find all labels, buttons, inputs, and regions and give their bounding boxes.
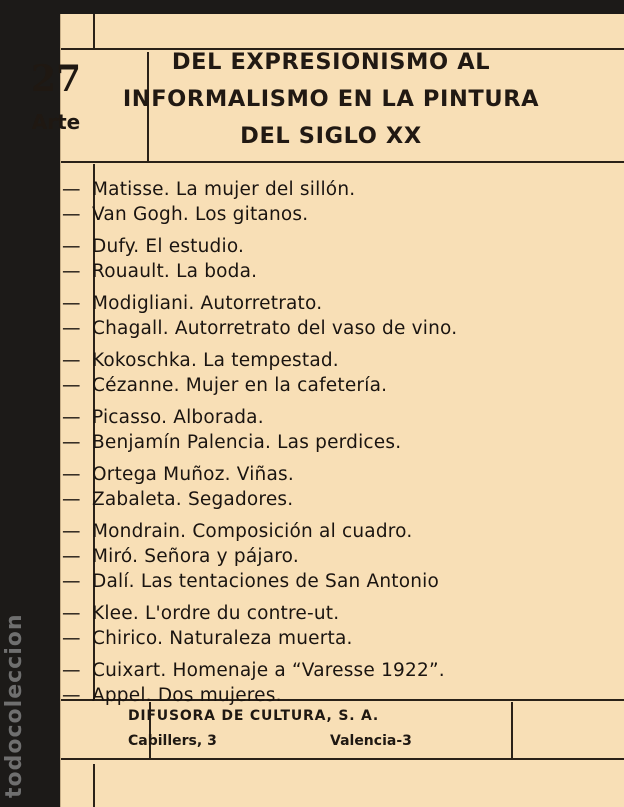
- dash-bullet: —: [62, 432, 81, 453]
- work-item: [62, 658, 582, 683]
- work-text: Zabaleta. Segadores.: [92, 489, 294, 510]
- work-text: Miró. Señora y pájaro.: [92, 546, 299, 567]
- work-text: Ortega Muñoz. Viñas.: [92, 464, 294, 485]
- works-group: [62, 519, 582, 594]
- work-item: [62, 626, 582, 651]
- dash-bullet: —: [62, 660, 81, 681]
- dash-bullet: —: [62, 521, 81, 542]
- work-text: Chirico. Naturaleza muerta.: [92, 628, 353, 649]
- work-item: [62, 348, 582, 373]
- dash-bullet: —: [62, 179, 81, 200]
- title-line: DEL EXPRESIONISMO AL: [171, 49, 491, 75]
- work-item: [62, 373, 582, 398]
- works-group: [62, 658, 582, 708]
- work-item: [62, 462, 582, 487]
- dash-bullet: —: [62, 628, 81, 649]
- work-text: Cuixart. Homenaje a “Varesse 1922”.: [92, 660, 445, 681]
- work-text: Cézanne. Mujer en la cafetería.: [92, 375, 388, 396]
- work-text: Kokoschka. La tempestad.: [92, 350, 339, 371]
- works-group: [62, 177, 582, 227]
- dash-bullet: —: [62, 571, 81, 592]
- work-item: [62, 291, 582, 316]
- works-group: [62, 405, 582, 455]
- works-list: [62, 177, 582, 715]
- work-text: Modigliani. Autorretrato.: [92, 293, 323, 314]
- works-group: [62, 462, 582, 512]
- work-item: [62, 202, 582, 227]
- publisher-name: DIFUSORA DE CULTURA, S. A.: [128, 708, 380, 724]
- work-text: Dufy. El estudio.: [92, 236, 245, 257]
- dash-bullet: —: [62, 685, 81, 706]
- title-line: DEL SIGLO XX: [240, 123, 422, 149]
- work-item: [62, 430, 582, 455]
- card-category: Arte: [31, 110, 81, 134]
- work-item: [62, 683, 582, 708]
- footer-bottom-rule: [61, 758, 624, 760]
- dash-bullet: —: [62, 261, 81, 282]
- header-bottom-rule: [61, 161, 624, 163]
- work-item: [62, 601, 582, 626]
- work-text: Appel. Dos mujeres.: [92, 685, 282, 706]
- top-tick: [93, 14, 95, 48]
- watermark-text: todocoleccion: [2, 613, 27, 798]
- work-text: Picasso. Alborada.: [92, 407, 264, 428]
- dash-bullet: —: [62, 236, 81, 257]
- dash-bullet: —: [62, 350, 81, 371]
- work-item: [62, 234, 582, 259]
- work-text: Van Gogh. Los gitanos.: [92, 204, 309, 225]
- bottom-tick: [93, 764, 95, 807]
- work-text: Chagall. Autorretrato del vaso de vino.: [92, 318, 458, 339]
- dash-bullet: —: [62, 546, 81, 567]
- work-item: [62, 569, 582, 594]
- dash-bullet: —: [62, 318, 81, 339]
- dash-bullet: —: [62, 464, 81, 485]
- work-text: Dalí. Las tentaciones de San Antonio: [92, 571, 440, 592]
- work-item: [62, 519, 582, 544]
- work-item: [62, 544, 582, 569]
- publisher-address: Cabillers, 3: [128, 733, 217, 749]
- work-text: Matisse. La mujer del sillón.: [92, 179, 356, 200]
- works-group: [62, 234, 582, 284]
- dash-bullet: —: [62, 375, 81, 396]
- work-item: [62, 316, 582, 341]
- dash-bullet: —: [62, 204, 81, 225]
- work-item: [62, 259, 582, 284]
- work-text: Rouault. La boda.: [92, 261, 258, 282]
- dash-bullet: —: [62, 293, 81, 314]
- publisher-city: Valencia-3: [330, 733, 412, 749]
- works-group: [62, 348, 582, 398]
- dash-bullet: —: [62, 489, 81, 510]
- work-item: [62, 405, 582, 430]
- work-text: Mondrain. Composición al cuadro.: [92, 521, 413, 542]
- work-item: [62, 487, 582, 512]
- works-group: [62, 601, 582, 651]
- works-group: [62, 291, 582, 341]
- dash-bullet: —: [62, 407, 81, 428]
- title-line: INFORMALISMO EN LA PINTURA: [122, 86, 540, 112]
- card-title: [92, 44, 570, 155]
- card-number: 27: [30, 58, 82, 100]
- dash-bullet: —: [62, 603, 81, 624]
- work-text: Klee. L'ordre du contre-ut.: [92, 603, 340, 624]
- work-text: Benjamín Palencia. Las perdices.: [92, 432, 402, 453]
- work-item: [62, 177, 582, 202]
